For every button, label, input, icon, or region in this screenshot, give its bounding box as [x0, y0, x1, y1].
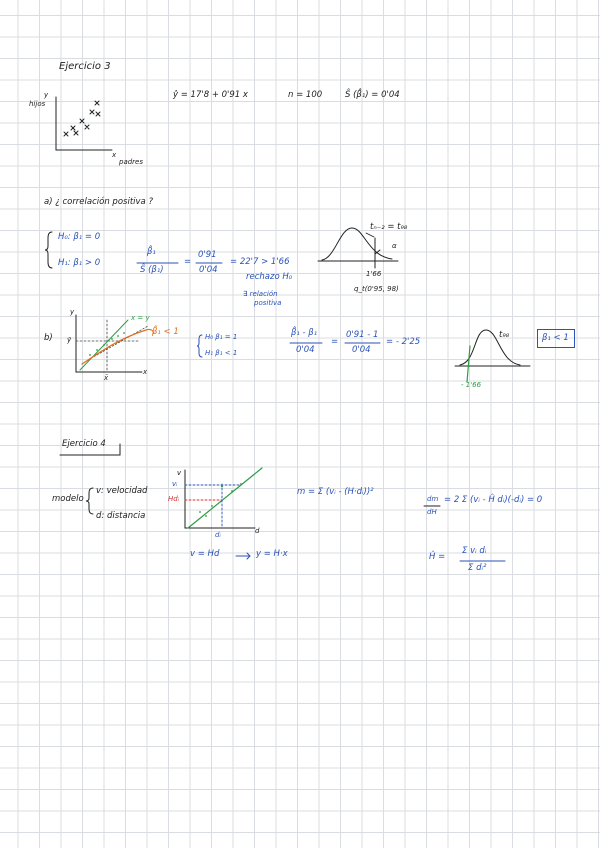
ex4-graph-d: d	[255, 527, 260, 535]
part-a-h1: H₁: β₁ > 0	[58, 258, 101, 268]
part-b-boxed-text: β₁ < 1	[542, 333, 569, 343]
ex4-h-hat: Ĥ =	[429, 552, 446, 562]
ex4-deriv-den: dH	[427, 508, 437, 516]
part-a-frac-num: β̂₁	[147, 247, 156, 257]
part-b-frac-num: β̂₁ - β₁	[291, 328, 318, 338]
ex4-graph-v: v	[177, 469, 182, 477]
part-a-conclusion-1: ∃ relación	[243, 290, 278, 298]
part-b-graph-y: y	[70, 308, 75, 316]
part-b-frac2-den: 0'04	[352, 345, 371, 355]
part-b-graph-ybar: ȳ	[67, 336, 72, 344]
part-a-question: a) ¿ correlación positiva ?	[44, 197, 153, 207]
part-b-frac-den: 0'04	[296, 345, 315, 355]
part-a-reject: rechazo H₀	[246, 272, 293, 282]
ex4-h-num: Σ vᵢ dᵢ	[462, 546, 487, 556]
part-a-h0: H₀: β₁ = 0	[58, 232, 101, 242]
part-a-quantile: q_t(0'95, 98)	[354, 285, 399, 293]
ex4-analog: y = H·x	[256, 549, 288, 559]
ex4-graph-hdi: Hdᵢ	[168, 495, 179, 503]
part-a-result: = 22'7 > 1'66	[230, 257, 290, 267]
ex4-loss: m = Σ (vᵢ - (H·dᵢ))²	[297, 487, 374, 497]
part-a-conclusion-2: positiva	[254, 299, 282, 307]
ex4-graph-axes	[185, 470, 255, 528]
part-b-graph-xbar: x̄	[104, 374, 109, 382]
part-b-frac2-num: 0'91 - 1	[346, 330, 379, 340]
part-b-t-label: t₉₈	[499, 330, 510, 340]
part-b-result: = - 2'25	[386, 337, 421, 347]
scatter-x-label: x	[112, 151, 117, 159]
regression-equation: ŷ = 17'8 + 0'91 x	[173, 90, 248, 100]
part-b-h0: H₀ β₁ = 1	[205, 333, 238, 341]
ex4-graph-di: dᵢ	[215, 531, 221, 539]
scatter-y-label: y	[44, 91, 49, 99]
ex4-fit-line	[188, 468, 262, 528]
part-b-crit: - 1'66	[461, 381, 482, 389]
ex4-d-def: d: distancia	[96, 511, 146, 521]
part-b-h1: H₁ β₁ < 1	[205, 349, 238, 357]
ex4-title: Ejercicio 4	[62, 439, 106, 449]
part-a-frac-den: Ŝ (β₁)	[140, 265, 164, 275]
ex4-h-den: Σ dᵢ²	[468, 563, 487, 573]
ex4-deriv-num: dm	[427, 495, 439, 503]
ex4-deriv-rhs: = 2 Σ (vᵢ - Ĥ dᵢ)(-dᵢ) = 0	[444, 495, 543, 505]
part-b-line-label: x = y	[131, 314, 150, 322]
scatter-y-name: hijos	[29, 100, 46, 108]
notebook-page: Ejercicio 3 y hijos x padres ŷ = 17'8 + 0'91 x n = 100 Ŝ (β̂₁) = 0'04 a) ¿ correlación positiva ? H₀: β₁ = 0 H₁: β₁ > 0 β̂₁ Ŝ (β₁) = 0'91 0'04 = 22'7 > 1'66 rechazo H₀ ∃ relación positiva tₙ₋₂ = t₉₈ α 1'66 q_t(0'95, 98) b) y x ȳ x̄ x = y β̂₁ < 1 H₀ β₁ = 1 H₁ β₁ < 1 β̂₁ - β₁ 0'04 = 0'91 - 1 0'04 = - 2'25 t₉₈ - 1'66 β₁ < 1 Ejercicio 4 modelo v: velocidad d: distancia v vᵢ Hdᵢ d dᵢ v = Hd y = H·x m = Σ (vᵢ - (H·dᵢ))² dm dH = 2 Σ (vᵢ - Ĥ dᵢ)(-dᵢ) = 0 Ĥ = Σ vᵢ dᵢ Σ dᵢ²	[0, 0, 600, 848]
part-a-frac2-den: 0'04	[199, 265, 218, 275]
ex4-model-label: modelo	[52, 494, 84, 504]
part-a-t-label: tₙ₋₂ = t₉₈	[370, 222, 408, 232]
scatter-x-name: padres	[119, 158, 144, 166]
sample-size: n = 100	[288, 90, 323, 100]
part-a-crit: 1'66	[366, 270, 382, 278]
ex4-v-def: v: velocidad	[96, 486, 148, 496]
ex4-model-eq: v = Hd	[190, 549, 220, 559]
part-b-graph-x: x	[143, 368, 148, 376]
standard-error: Ŝ (β̂₁) = 0'04	[345, 90, 400, 100]
part-b-beta-note: β̂₁ < 1	[152, 327, 179, 337]
ex3-title: Ejercicio 3	[59, 61, 111, 72]
part-a-frac2-num: 0'91	[198, 250, 217, 260]
part-b-label: b)	[44, 333, 53, 343]
part-a-alpha: α	[392, 242, 397, 250]
ex4-graph-vi: vᵢ	[172, 480, 178, 488]
